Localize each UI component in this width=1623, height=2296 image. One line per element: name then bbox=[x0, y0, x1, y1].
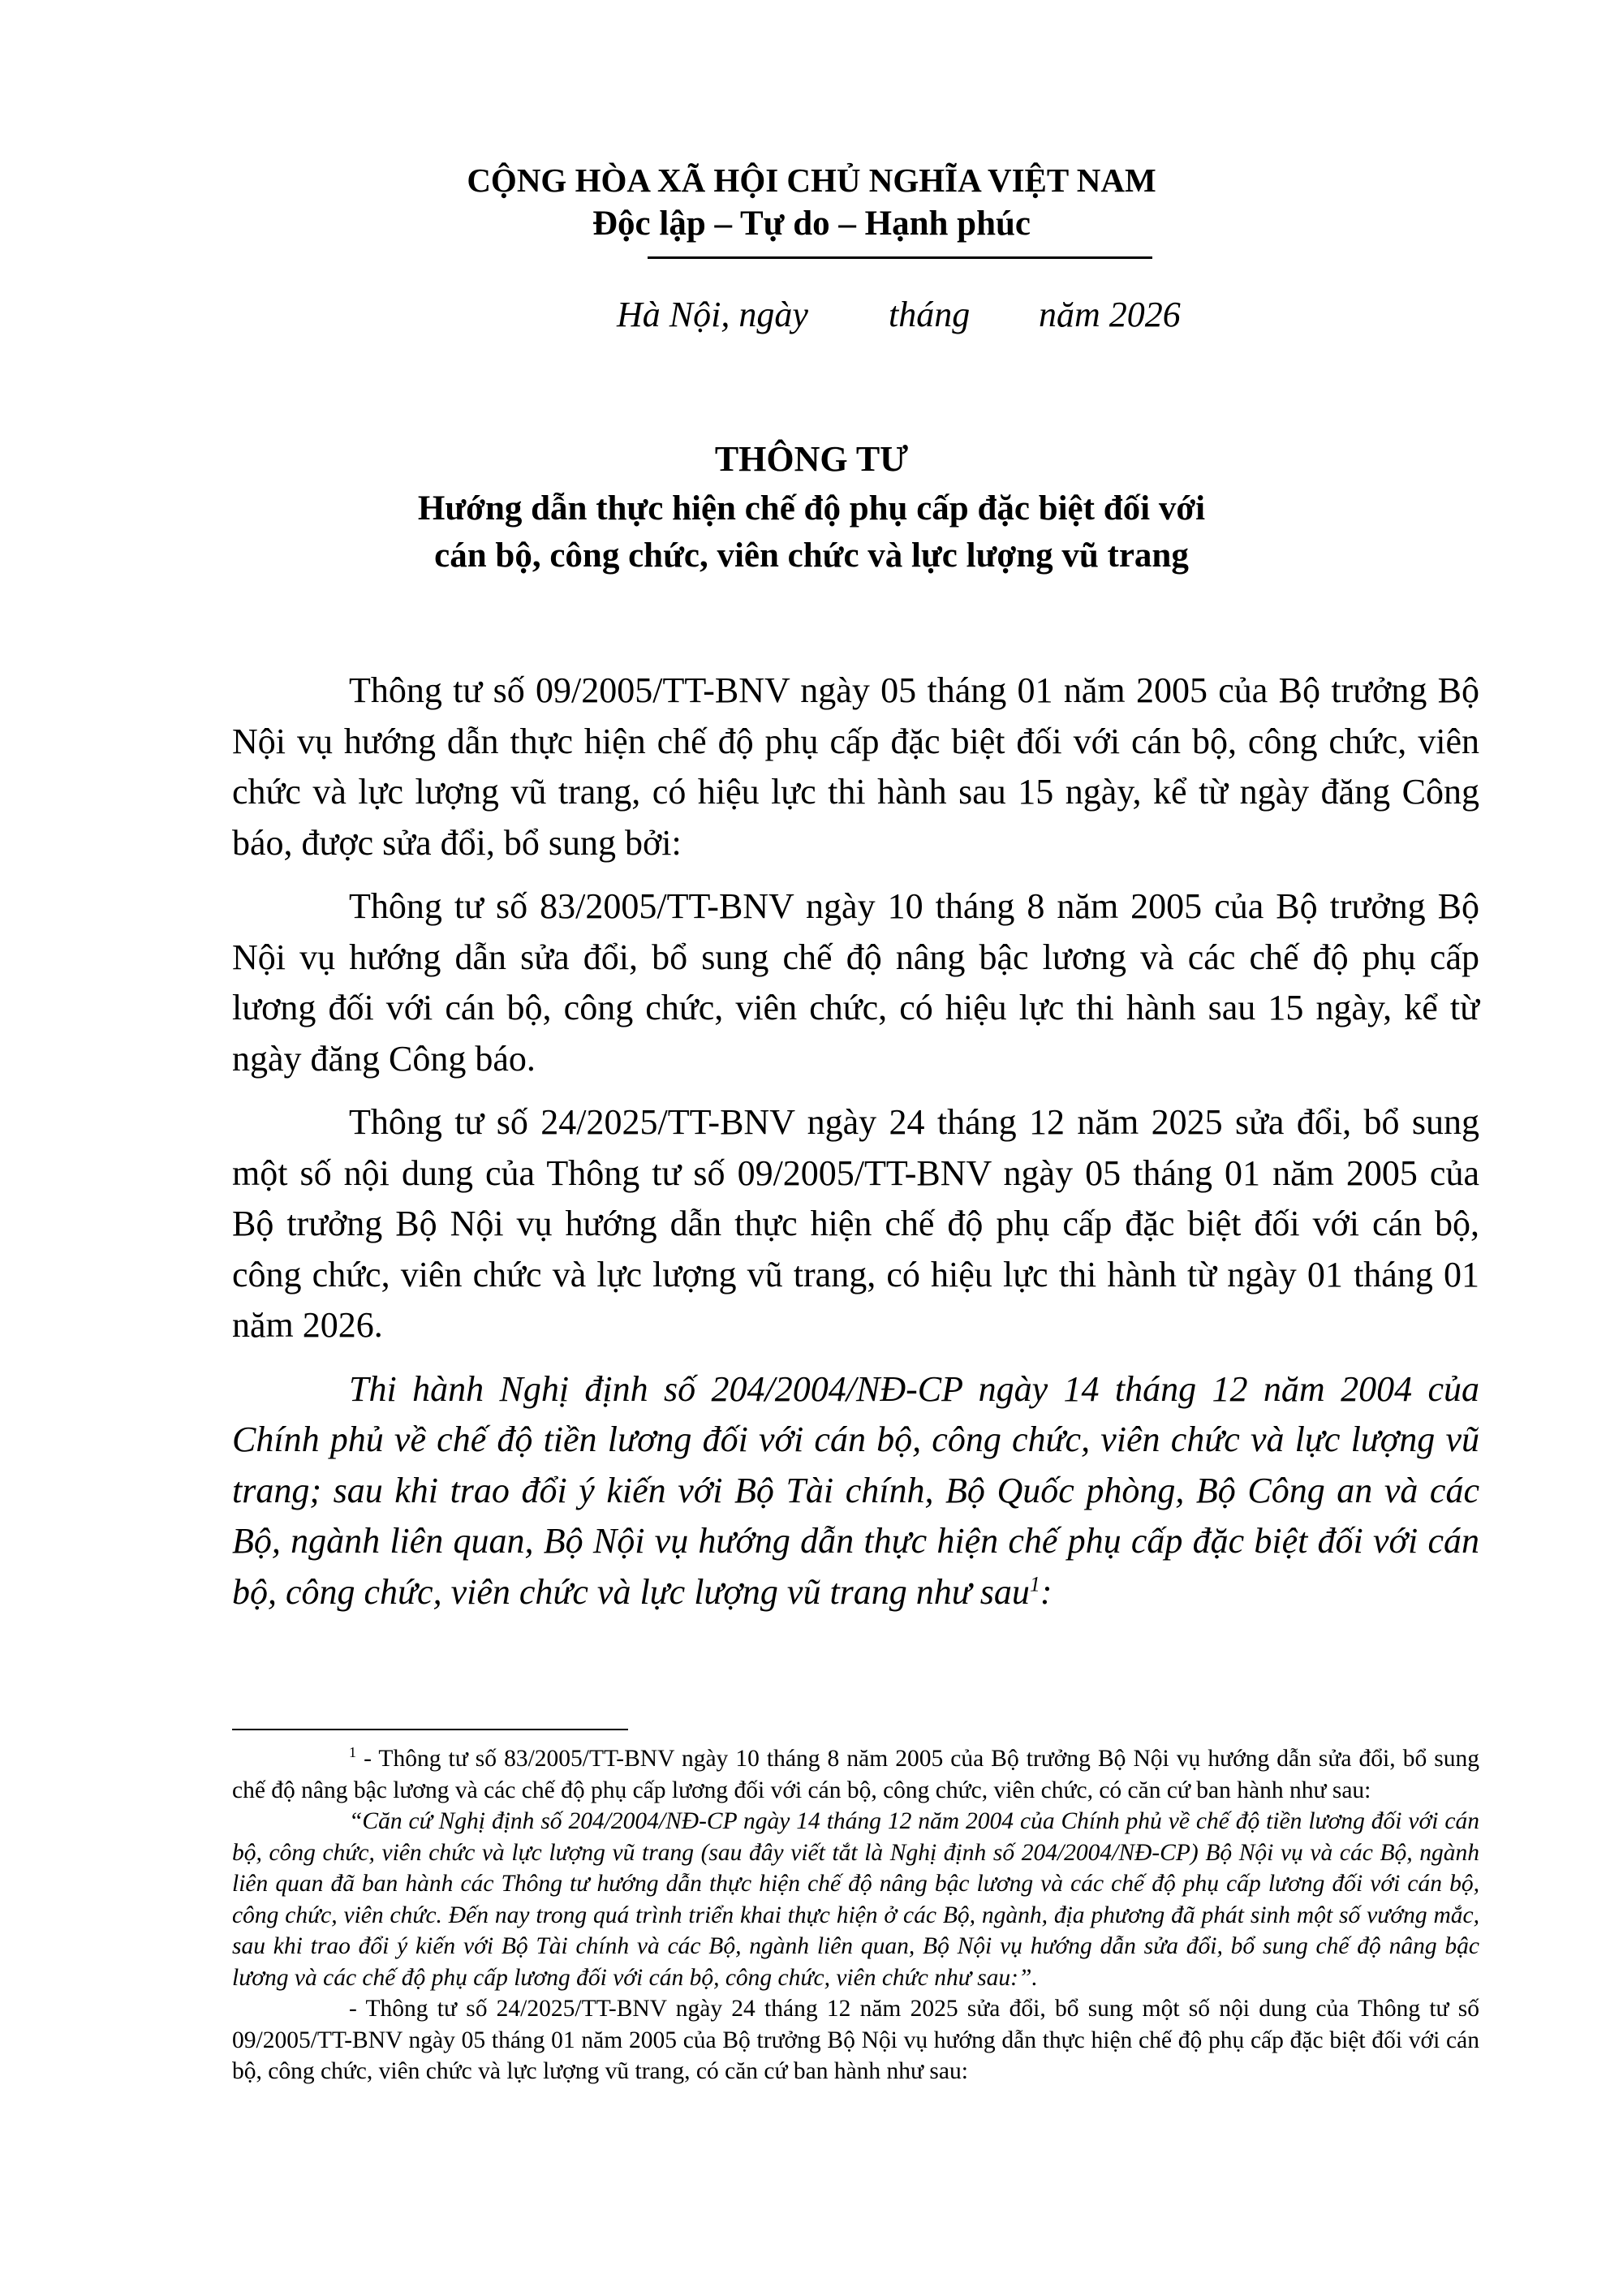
document-type: THÔNG TƯ bbox=[714, 439, 909, 479]
body-paragraph-3: Thông tư số 24/2025/TT-BNV ngày 24 tháng 12 năm 2025 sửa đổi, bổ sung một số nội dung của Thông tư số 09/2005/TT-BNV ngày 05 tháng 01 năm 2005 của Bộ trưởng Bộ Nội vụ hướng dẫn thực hiện chế độ phụ cấp đặc biệt đối với cán bộ, công chức, viên chức và lực lượng vũ trang, có hiệu lực thi hành từ ngày 01 tháng 01 năm 2026. bbox=[232, 1102, 1479, 1345]
motto-underline bbox=[648, 256, 1152, 259]
body-paragraph-4 bbox=[232, 1364, 1479, 1618]
document-subtitle-line-2: cán bộ, công chức, viên chức và lực lượng vũ trang bbox=[434, 536, 1189, 575]
footnote-1 bbox=[232, 1743, 1479, 1806]
footnotes bbox=[232, 1743, 1479, 2087]
national-title: CỘNG HÒA XÃ HỘI CHỦ NGHĨA VIỆT NAM bbox=[467, 162, 1156, 199]
footnote-separator bbox=[232, 1729, 628, 1730]
body-paragraph-2: Thông tư số 83/2005/TT-BNV ngày 10 tháng 8 năm 2005 của Bộ trưởng Bộ Nội vụ hướng dẫn sửa đổi, bổ sung chế độ nâng bậc lương và các chế độ phụ cấp lương đối với cán bộ, công chức, viên chức, có hiệu lực thi hành sau 15 ngày, kể từ ngày đăng Công báo. bbox=[232, 886, 1479, 1079]
document-subtitle-line-1: Hướng dẫn thực hiện chế độ phụ cấp đặc biệt đối với bbox=[417, 489, 1206, 528]
footnote-ref-1[interactable]: 1 bbox=[1029, 1571, 1040, 1596]
dateline-year: năm 2026 bbox=[1039, 295, 1181, 334]
footnote-1-text: - Thông tư số 83/2005/TT-BNV ngày 10 tháng 8 năm 2005 của Bộ trưởng Bộ Nội vụ hướng dẫn sửa đổi, bổ sung chế độ nâng bậc lương và các chế độ phụ cấp lương đối với cán bộ, công chức, viên chức, có căn cứ ban hành như sau: bbox=[232, 1746, 1479, 1803]
footnote-2: - Thông tư số 24/2025/TT-BNV ngày 24 tháng 12 năm 2025 sửa đổi, bổ sung một số nội dung của Thông tư số 09/2005/TT-BNV ngày 05 tháng 01 năm 2005 của Bộ trưởng Bộ Nội vụ hướng dẫn thực hiện chế độ phụ cấp đặc biệt đối với cán bộ, công chức, viên chức và lực lượng vũ trang, có căn cứ ban hành như sau: bbox=[232, 1996, 1479, 2084]
dateline-place-day: Hà Nội, ngày bbox=[617, 295, 808, 334]
body-paragraph-1: Thông tư số 09/2005/TT-BNV ngày 05 tháng 01 năm 2005 của Bộ trưởng Bộ Nội vụ hướng dẫn thực hiện chế độ phụ cấp đặc biệt đối với cán bộ, công chức, viên chức và lực lượng vũ trang, có hiệu lực thi hành sau 15 ngày, kể từ ngày đăng Công báo, được sửa đổi, bổ sung bởi: bbox=[232, 670, 1479, 863]
body-paragraph-4-text: Thi hành Nghị định số 204/2004/NĐ-CP ngày 14 tháng 12 năm 2004 của Chính phủ về chế độ tiền lương đối với cán bộ, công chức, viên chức và lực lượng vũ trang; sau khi trao đổi ý kiến với Bộ Tài chính, Bộ Quốc phòng, Bộ Công an và các Bộ, ngành liên quan, Bộ Nội vụ hướng dẫn thực hiện chế phụ cấp đặc biệt đối với cán bộ, công chức, viên chức và lực lượng vũ trang như sau bbox=[232, 1368, 1479, 1612]
footnote-1-quote: “Căn cứ Nghị định số 204/2004/NĐ-CP ngày 14 tháng 12 năm 2004 của Chính phủ về chế độ tiền lương đối với cán bộ, công chức, viên chức và lực lượng vũ trang (sau đây viết tắt là Nghị định số 204/2004/NĐ-CP) Bộ Nội vụ và các Bộ, ngành liên quan đã ban hành các Thông tư hướng dẫn thực hiện chế độ nâng bậc lương và các chế độ phụ cấp lương đối với cán bộ, công chức, viên chức. Đến nay trong quá trình triển khai thực hiện ở các Bộ, ngành, địa phương đã phát sinh một số vướng mắc, sau khi trao đổi ý kiến với Bộ Tài chính và các Bộ, ngành liên quan, Bộ Nội vụ hướng dẫn sửa đổi, bổ sung chế độ nâng bậc lương và các chế độ phụ cấp lương đối với cán bộ, công chức, viên chức như sau:”. bbox=[232, 1808, 1479, 1991]
dateline-month: tháng bbox=[889, 295, 971, 334]
footnote-1-marker: 1 bbox=[349, 1744, 356, 1761]
national-motto: Độc lập – Tự do – Hạnh phúc bbox=[592, 205, 1031, 243]
document-subtitle bbox=[0, 485, 1623, 579]
document-body bbox=[232, 666, 1479, 1630]
body-paragraph-4-end: : bbox=[1040, 1571, 1053, 1612]
